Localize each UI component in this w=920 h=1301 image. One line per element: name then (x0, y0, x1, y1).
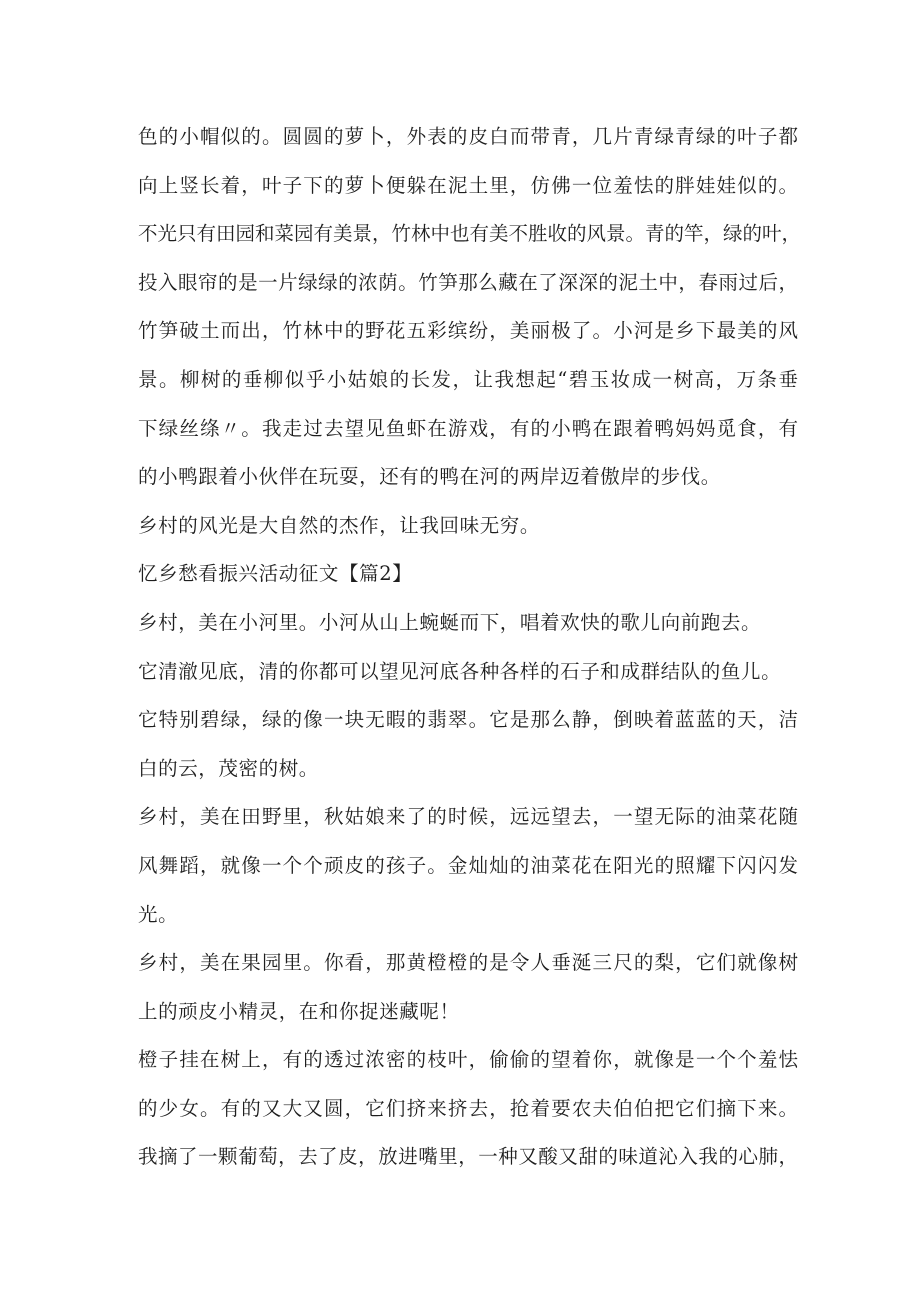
text-line: 乡村，美在田野里，秋姑娘来了的时候，远远望去，一望无际的油菜花随 (138, 805, 798, 829)
document-body (138, 113, 802, 1182)
text-line: 的少女。有的又大又圆，它们挤来挤去，抢着要农夫伯伯把它们摘下来。 (138, 1096, 798, 1120)
text-line: 下绿丝绦〃。我走过去望见鱼虾在游戏，有的小鸭在跟着鸭妈妈觅食，有 (138, 416, 798, 440)
text-line: 它清澈见底，清的你都可以望见河底各种各样的石子和成群结队的鱼儿。 (138, 659, 782, 683)
text-line: 我摘了一颗葡萄，去了皮，放进嘴里，一种又酸又甜的味道沁入我的心肺， (138, 1145, 798, 1169)
text-line: 乡村，美在果园里。你看，那黄橙橙的是令人垂涎三尺的梨，它们就像树 (138, 951, 798, 975)
text-line: 乡村，美在小河里。小河从山上蜿蜒而下，唱着欢快的歌儿向前跑去。 (138, 610, 762, 634)
text-line: 景。柳树的垂柳似乎小姑娘的长发，让我想起“碧玉妆成一树高，万条垂 (138, 367, 798, 391)
text-line: 不光只有田园和菜园有美景，竹林中也有美不胜收的风景。青的竿，绿的叶， (138, 222, 802, 246)
text-line: 的小鸭跟着小伙伴在玩耍，还有的鸭在河的两岸迈着傲岸的步伐。 (138, 465, 721, 489)
text-line: 竹笋破土而出，竹林中的野花五彩缤纷，美丽极了。小河是乡下最美的风 (138, 319, 798, 343)
text-line: 投入眼帘的是一片绿绿的浓荫。竹笋那么藏在了深深的泥土中，春雨过后， (138, 270, 798, 294)
text-line: 风舞蹈，就像一个个顽皮的孩子。金灿灿的油菜花在阳光的照耀下闪闪发 (138, 853, 798, 877)
text-line: 向上竖长着，叶子下的萝卜便躲在泥土里，仿佛一位羞怯的胖娃娃似的。 (138, 173, 798, 197)
text-line: 乡村的风光是大自然的杰作，让我回味无穷。 (138, 513, 541, 537)
text-line: 橙子挂在树上，有的透过浓密的枝叶，偷偷的望着你，就像是一个个羞怯 (138, 1048, 798, 1072)
text-line: 它特别碧绿，绿的像一块无暇的翡翠。它是那么静，倒映着蓝蓝的天，洁 (138, 708, 798, 732)
text-line: 光。 (138, 902, 179, 926)
section-heading: 忆乡愁看振兴活动征文【篇2】 (138, 562, 413, 586)
text-line: 白的云，茂密的树。 (138, 756, 319, 780)
text-line: 色的小帽似的。圆圆的萝卜，外表的皮白而带青，几片青绿青绿的叶子都 (138, 125, 798, 148)
text-line: 上的顽皮小精灵，在和你捉迷藏呢！ (138, 999, 460, 1023)
